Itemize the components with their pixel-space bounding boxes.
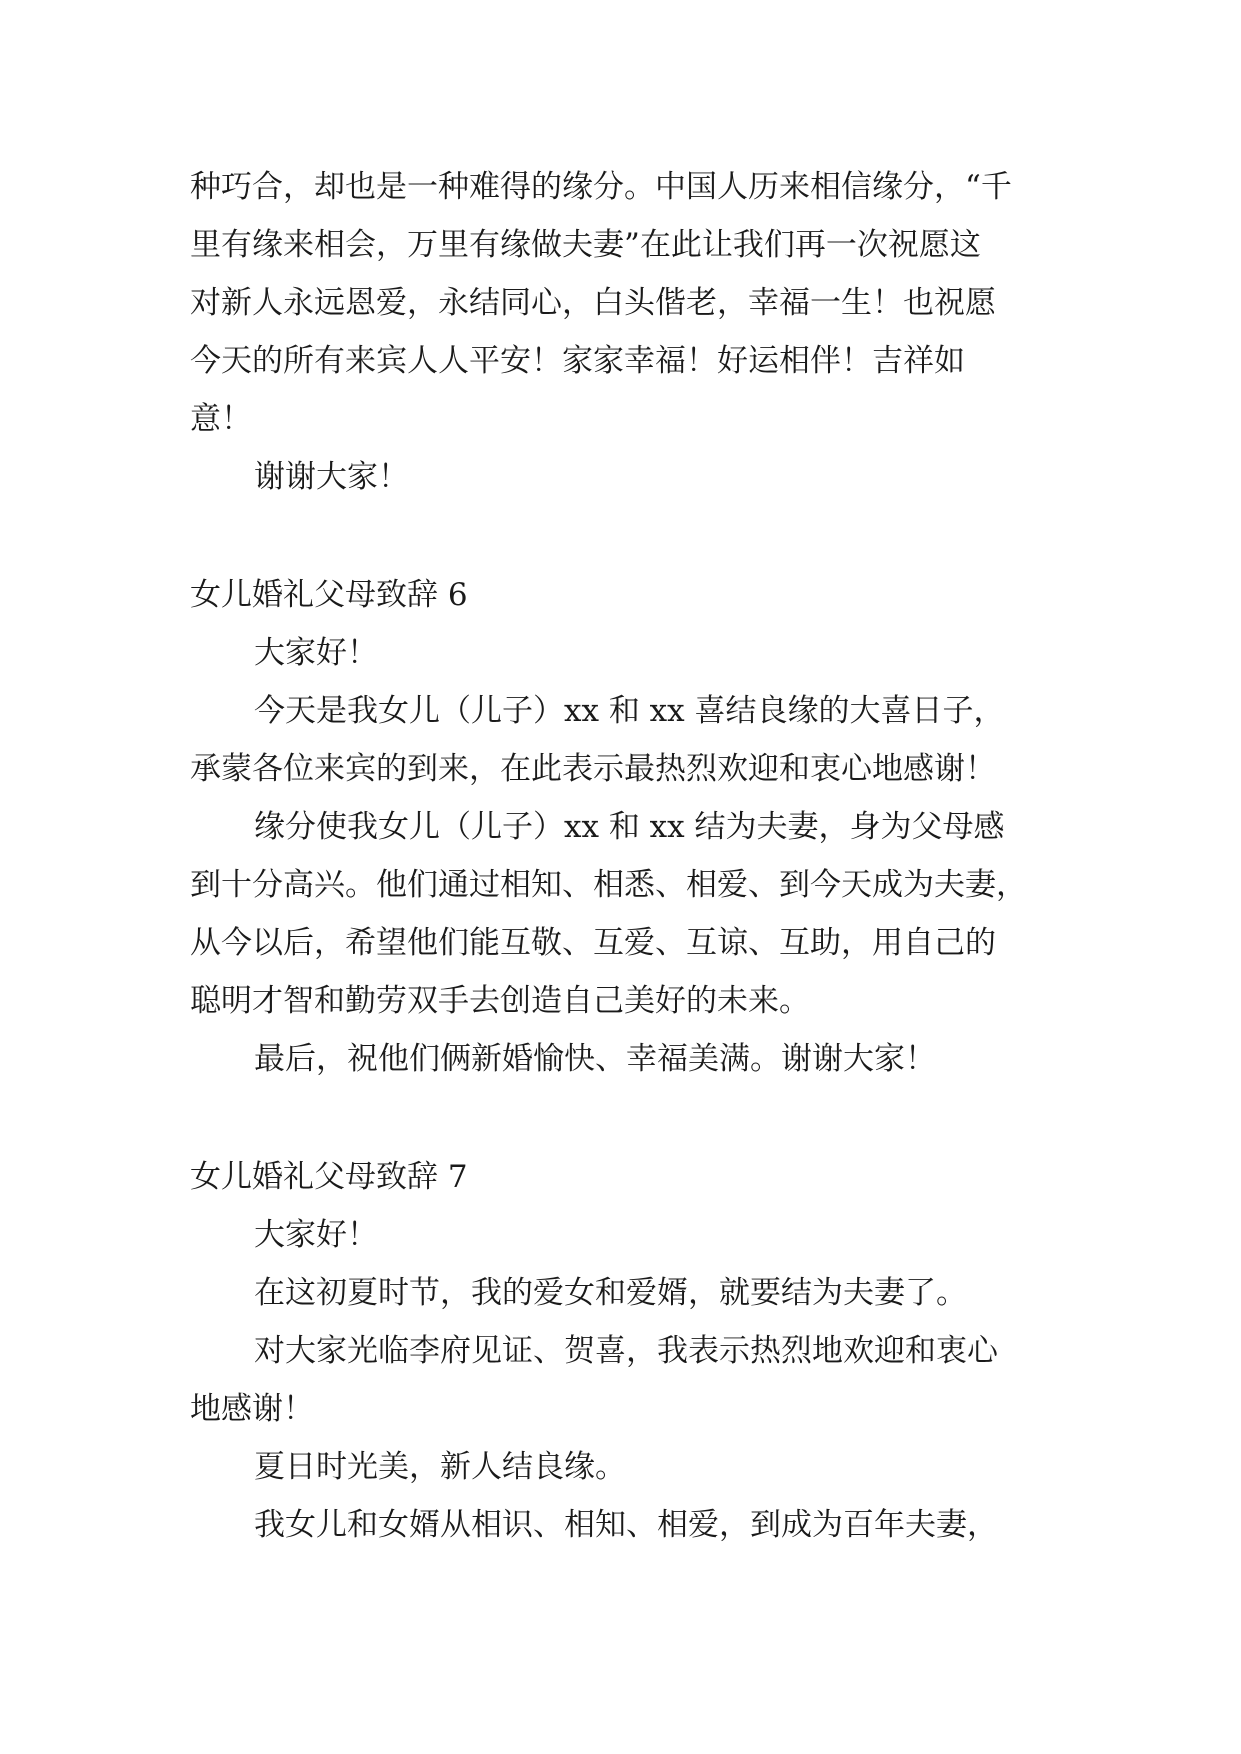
paragraph-line: 意！: [190, 401, 252, 437]
paragraph-line: 到十分高兴。他们通过相知、相悉、相爱、到今天成为夫妻，: [190, 867, 1027, 903]
paragraph-line: 缘分使我女儿（儿子）xx 和 xx 结为夫妻，身为父母感: [254, 809, 1005, 845]
section-gap: [190, 506, 1058, 566]
paragraph-line: 聪明才智和勤劳双手去创造自己美好的未来。: [190, 983, 810, 1019]
closing-line: 最后，祝他们俩新婚愉快、幸福美满。谢谢大家！: [254, 1041, 936, 1077]
section-heading: 女儿婚礼父母致辞 6: [190, 577, 468, 613]
paragraph-line: 地感谢！: [190, 1391, 314, 1427]
paragraph-line: 对新人永远恩爱，永结同心，白头偕老，幸福一生！也祝愿: [190, 285, 996, 321]
paragraph-line: 从今以后，希望他们能互敬、互爱、互谅、互助，用自己的: [190, 925, 996, 961]
paragraph-line: 里有缘来相会，万里有缘做夫妻”在此让我们再一次祝愿这: [190, 227, 981, 263]
thanks-line: 谢谢大家！: [254, 459, 409, 495]
paragraph-line: 夏日时光美，新人结良缘。: [254, 1449, 626, 1485]
paragraph-line: 我女儿和女婿从相识、相知、相爱，到成为百年夫妻，: [254, 1507, 998, 1543]
document-body: [190, 158, 1058, 1554]
paragraph-line: 今天的所有来宾人人平安！家家幸福！好运相伴！吉祥如: [190, 343, 965, 379]
section-gap: [190, 1088, 1058, 1148]
section-heading: 女儿婚礼父母致辞 7: [190, 1159, 468, 1195]
paragraph-line: 承蒙各位来宾的到来，在此表示最热烈欢迎和衷心地感谢！: [190, 751, 996, 787]
paragraph-line: 在这初夏时节，我的爱女和爱婿，就要结为夫妻了。: [254, 1275, 967, 1311]
paragraph-line: 对大家光临李府见证、贺喜，我表示热烈地欢迎和衷心: [254, 1333, 998, 1369]
greeting-line: 大家好！: [254, 1217, 378, 1253]
greeting-line: 大家好！: [254, 635, 378, 671]
paragraph-line: 种巧合，却也是一种难得的缘分。中国人历来相信缘分，“千: [190, 169, 1012, 205]
paragraph-line: 今天是我女儿（儿子）xx 和 xx 喜结良缘的大喜日子，: [254, 693, 1005, 729]
